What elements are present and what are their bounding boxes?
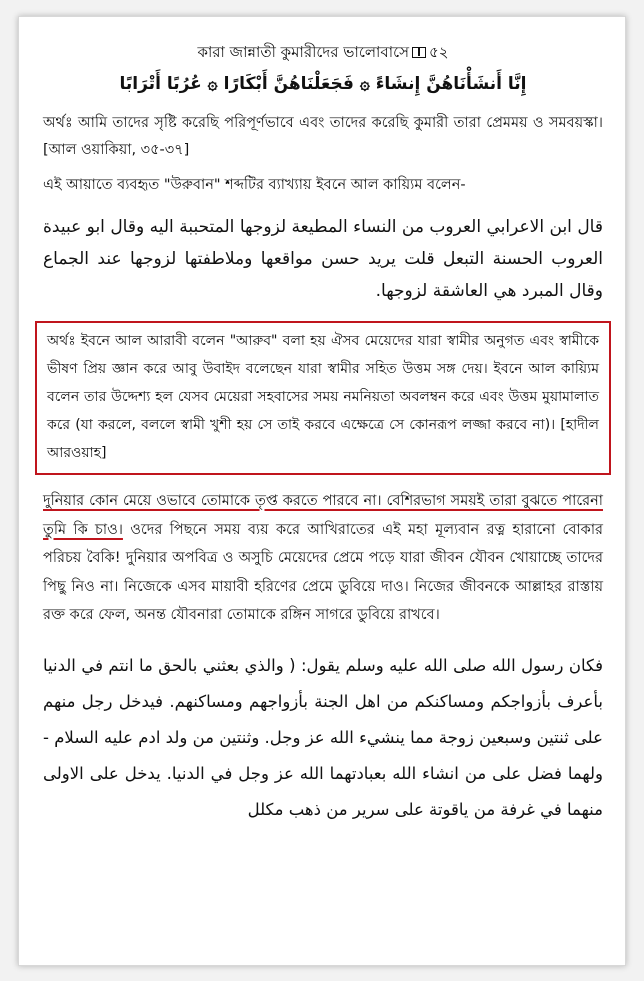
verse-translation: অর্থঃ আমি তাদের সৃষ্টি করেছি পরিপূর্ণভাবে এবং তাদের করেছি কুমারী তারা প্রেমময় ও সমবয়স্কা। [আল ওয়াকিয়া, ৩৫-৩৭] — [43, 115, 603, 158]
commentary-rest: ওদের পিছনে সময় ব্যয় করে আখিরাতের এই মহা মূল্যবান রত্ন হারানো বোকার পরিচয় বৈকি! দুনিয়ার অপবিত্র ও অসুচি মেয়েদের প্রেমে পড়ে যারা জীবন যৌবন খোয়াচ্ছে তাদের পিছু নিও না। নিজেকে এসব মায়াবী হরিণের প্রেমে ডুবিয়ে দাও। নিজের জীবনকে আল্লাহর রাস্তায় রক্ত করে ফেল, অনন্ত যৌবনারা তোমাকে রঙ্গিন সাগরে ডুবিয়ে রাখবে। — [43, 521, 603, 623]
book-page — [18, 16, 626, 966]
arabic-hadith: فكان رسول الله صلى الله عليه وسلم يقول: ( والذي بعثني بالحق ما انتم في الدنيا بأعرف بأزواجكم ومساكنكم من اهل الجنة بأزواجهم ومساكنهم. فيدخل رجل منهم على ثنتين وسبعين زوجة مما ينشيء الله عز وجل. وثنتين من ولد ادم عليه السلام - ولهما فضل على من انشاء الله بعبادتهما الله عز وجل في الدنيا. يدخل على الاولى منهما في غرفة من ياقوتة على سرير من ذهب مكلل — [43, 655, 603, 819]
quran-verse: إِنَّا أَنشَأْنَاهُنَّ إِنشَاءً ۞ فَجَعَلْنَاهُنَّ أَبْكَارًا ۞ عُرُبًا أَتْرَابًا — [119, 74, 527, 94]
book-icon — [412, 47, 426, 58]
explanation-intro: এই আয়াতে ব্যবহৃত "উরুবান" শব্দটির ব্যাখ্যায় ইবনে আল কায়্যিম বলেন- — [43, 177, 466, 193]
commentary-paragraph — [43, 487, 603, 630]
page-number: ৫২ — [429, 43, 449, 61]
underlined-text: দুনিয়ার কোন মেয়ে ওভাবে তোমাকে তৃপ্ত করতে পারবে না। বেশিরভাগ সময়ই তারা বুঝতে পারেনা তুমি কি চাও। — [43, 493, 603, 538]
highlighted-translation-box — [35, 321, 611, 475]
chapter-title: কারা জান্নাতী কুমারীদের ভালোবাসে — [197, 43, 410, 61]
arabic-quote: قال ابن الاعرابي العروب من النساء المطيعة لزوجها المتحببة اليه وقال ابو عبيدة العروب الحسنة التبعل قلت يريد حسن مواقعها وملاطفتها لزوجها عند الجماع وقال المبرد هي العاشقة لزوجها. — [43, 217, 603, 301]
boxed-translation-text: অর্থঃ ইবনে আল আরাবী বলেন "আরুব" বলা হয় ঐসব মেয়েদের যারা স্বামীর অনুগত এবং স্বামীকে ভীষণ প্রিয় জ্ঞান করে আবু উবাইদ বলেছেন যারা স্বামীর সহিত উত্তম সঙ্গ দেয়। ইবনে আল কায়্যিম বলেন তার উদ্দেশ্য হল যেসব মেয়েরা সহবাসের সময় নমনিয়তা অবলম্বন করে এবং উত্তম মুয়ামালাত করে (যা করলে, বললে স্বামী খুশী হয় সে তাই করবে এক্ষেত্রে সে কোনরূপ লজ্জা করবে না)। [হাদীল আরওয়াহ] — [47, 333, 599, 461]
page-header — [43, 41, 603, 63]
